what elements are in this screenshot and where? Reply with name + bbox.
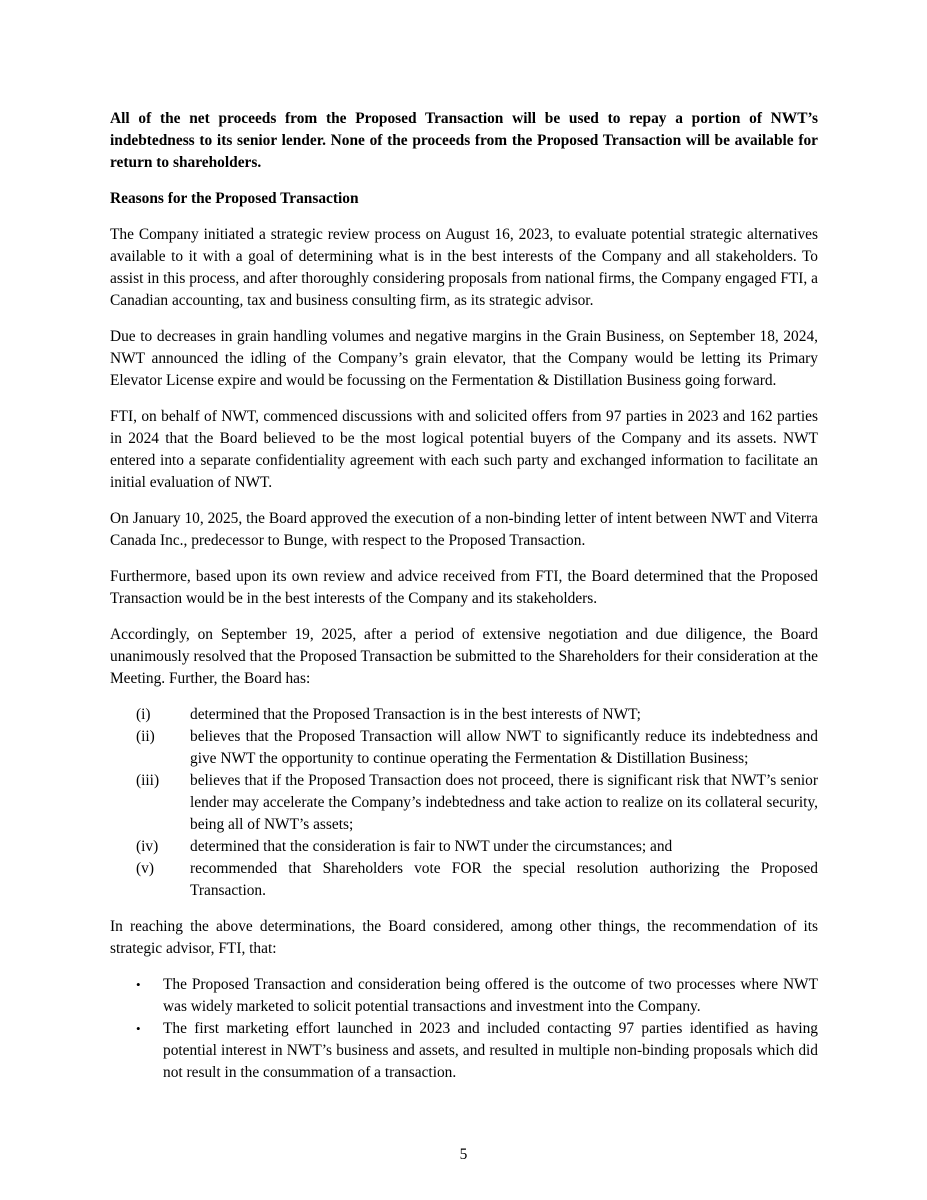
list-marker: (iv)	[136, 838, 159, 855]
list-marker: (v)	[136, 860, 154, 877]
paragraph-board-resolution: Accordingly, on September 19, 2025, after a period of extensive negotiation and due diligence, the Board unanimously resolved that the Proposed Transaction be submitted to the Shareholders for their consideration at the Meeting. Further, the Board has:	[110, 626, 818, 687]
list-item-text: determined that the consideration is fair to NWT under the circumstances; and	[190, 838, 673, 855]
list-item-text: The Proposed Transaction and consideration being offered is the outcome of two processes where NWT was widely marketed to solicit potential transactions and investment into the Company.	[163, 976, 818, 1015]
list-item-text: recommended that Shareholders vote FOR the special resolution authorizing the Proposed Transaction.	[190, 860, 818, 899]
paragraph-grain-idling: Due to decreases in grain handling volumes and negative margins in the Grain Business, on September 18, 2024, NWT announced the idling of the Company’s grain elevator, that the Company would be letting its Primary Elevator License expire and would be focussing on the Fermentation & Distillation Business going forward.	[110, 328, 818, 389]
list-item	[136, 974, 818, 1018]
page-number: 5	[459, 1146, 468, 1163]
intro-bold-paragraph: All of the net proceeds from the Proposed Transaction will be used to repay a portion of NWT’s indebtedness to its senior lender. None of the proceeds from the Proposed Transaction will be available for return to shareholders.	[110, 110, 818, 171]
list-item	[136, 770, 818, 836]
list-item-text: believes that the Proposed Transaction will allow NWT to significantly reduce its indebtedness and give NWT the opportunity to continue operating the Fermentation & Distillation Business;	[190, 728, 818, 767]
list-item-text: believes that if the Proposed Transaction does not proceed, there is significant risk that NWT’s senior lender may accelerate the Company’s indebtedness and take action to realize on its collateral security, being all of NWT’s assets;	[190, 772, 818, 833]
list-marker: (ii)	[136, 728, 155, 745]
list-marker: (i)	[136, 706, 151, 723]
list-item-text: The first marketing effort launched in 2023 and included contacting 97 parties identified as having potential interest in NWT’s business and assets, and resulted in multiple non-binding proposals which did not result in the consummation of a transaction.	[163, 1020, 818, 1081]
bullet-icon: •	[136, 1021, 141, 1036]
bullet-icon: •	[136, 977, 141, 992]
list-item	[136, 726, 818, 770]
list-item	[136, 1018, 818, 1084]
paragraph-fti-discussions: FTI, on behalf of NWT, commenced discussions with and solicited offers from 97 parties in 2023 and 162 parties in 2024 that the Board believed to be the most logical potential buyers of the Company and its assets. NWT entered into a separate confidentiality agreement with each such party and exchanged information to facilitate an initial evaluation of NWT.	[110, 408, 818, 491]
list-item	[136, 858, 818, 902]
section-heading-reasons: Reasons for the Proposed Transaction	[110, 190, 359, 207]
list-marker: (iii)	[136, 772, 160, 789]
paragraph-board-determination: Furthermore, based upon its own review and advice received from FTI, the Board determined that the Proposed Transaction would be in the best interests of the Company and its stakeholders.	[110, 568, 818, 607]
list-item	[136, 704, 818, 726]
paragraph-strategic-review: The Company initiated a strategic review process on August 16, 2023, to evaluate potential strategic alternatives available to it with a goal of determining what is in the best interests of the Company and all stakeholders. To assist in this process, and after thoroughly considering proposals from national firms, the Company engaged FTI, a Canadian accounting, tax and business consulting firm, as its strategic advisor.	[110, 226, 818, 309]
board-determinations-list	[110, 704, 818, 902]
list-item-text: determined that the Proposed Transaction is in the best interests of NWT;	[190, 706, 641, 723]
list-item	[136, 836, 818, 858]
paragraph-letter-of-intent: On January 10, 2025, the Board approved the execution of a non-binding letter of intent between NWT and Viterra Canada Inc., predecessor to Bunge, with respect to the Proposed Transaction.	[110, 510, 818, 549]
document-body	[110, 108, 818, 1084]
fti-recommendation-list	[110, 974, 818, 1084]
paragraph-fti-recommendation: In reaching the above determinations, the Board considered, among other things, the recommendation of its strategic advisor, FTI, that:	[110, 918, 818, 957]
